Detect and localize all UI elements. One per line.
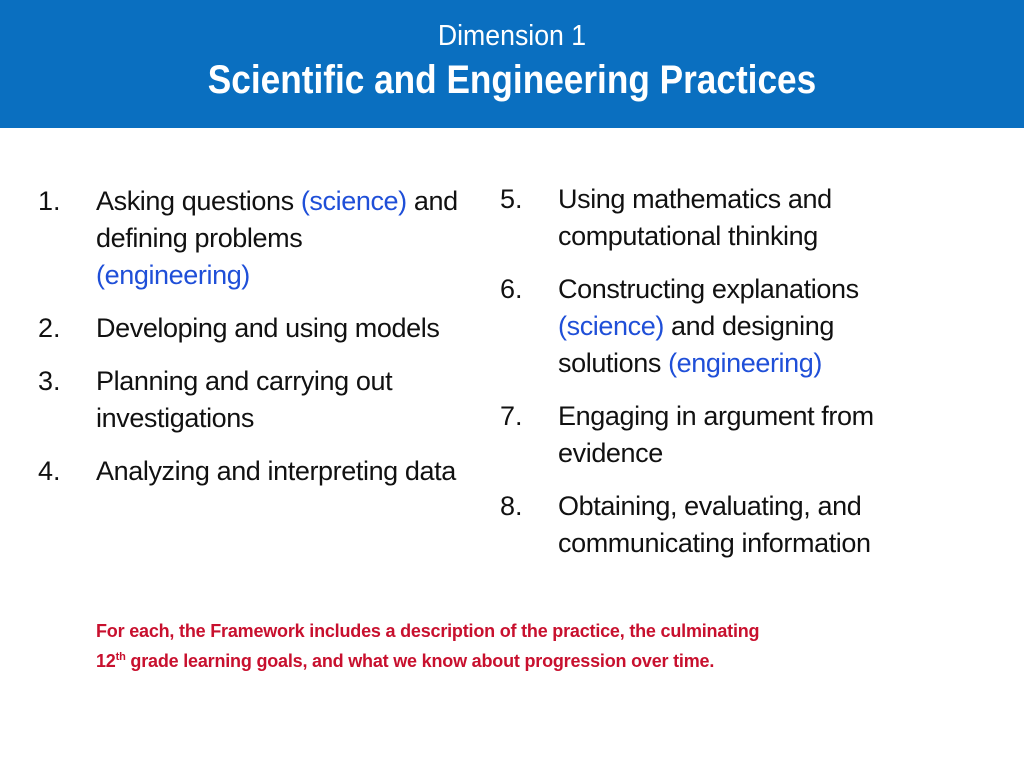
science-tag: (science) <box>300 186 407 216</box>
practice-text: Developing and using models <box>96 313 440 343</box>
practice-item-5 <box>500 181 920 255</box>
practice-number: 3. <box>38 366 61 396</box>
practice-number: 2. <box>38 313 61 343</box>
practice-text <box>558 271 920 382</box>
practice-item-7 <box>500 398 920 472</box>
practice-number: 8. <box>500 491 523 521</box>
science-tag: (science) <box>558 311 664 341</box>
note-line-2-text: grade learning goals, and what we know about progression over time. <box>125 651 715 671</box>
practice-number: 1. <box>38 186 61 216</box>
grade-ordinal-suffix: th <box>115 651 126 663</box>
practice-item-6 <box>500 271 920 382</box>
slide-subtitle: Dimension 1 <box>437 20 587 52</box>
practices-list-left <box>38 183 458 506</box>
practice-item-2 <box>38 310 458 347</box>
practice-text-part: and defining problems <box>96 186 458 253</box>
practice-text-part: Constructing explanations <box>558 274 859 304</box>
practice-text: Analyzing and interpreting data <box>96 456 456 486</box>
practice-number: 7. <box>500 401 523 431</box>
practice-text: Planning and carrying out investigations <box>96 366 393 433</box>
practice-text: Engaging in argument from evidence <box>558 401 874 468</box>
slide-header <box>0 0 1024 128</box>
framework-note <box>96 616 916 676</box>
slide-title: Scientific and Engineering Practices <box>207 58 817 102</box>
practice-number: 4. <box>38 456 61 486</box>
engineering-tag: (engineering) <box>668 348 822 378</box>
practice-text-part: Asking questions <box>96 186 301 216</box>
practice-text: Using mathematics and computational thinking <box>558 184 832 251</box>
note-line-1: For each, the Framework includes a description of the practice, the culminating <box>96 621 760 641</box>
note-line-2 <box>96 646 916 676</box>
practice-item-8 <box>500 488 920 562</box>
practice-item-4 <box>38 453 458 490</box>
practice-text: Obtaining, evaluating, and communicating information <box>558 491 871 558</box>
practice-number: 6. <box>500 274 523 304</box>
practice-text-part: and designing solutions <box>558 311 834 378</box>
practice-text <box>96 183 458 294</box>
practices-list-right <box>500 181 920 578</box>
practice-item-1 <box>38 183 458 294</box>
grade-number: 12 <box>96 651 116 671</box>
practice-number: 5. <box>500 184 523 214</box>
engineering-tag: (engineering) <box>96 260 250 290</box>
practice-item-3 <box>38 363 458 437</box>
